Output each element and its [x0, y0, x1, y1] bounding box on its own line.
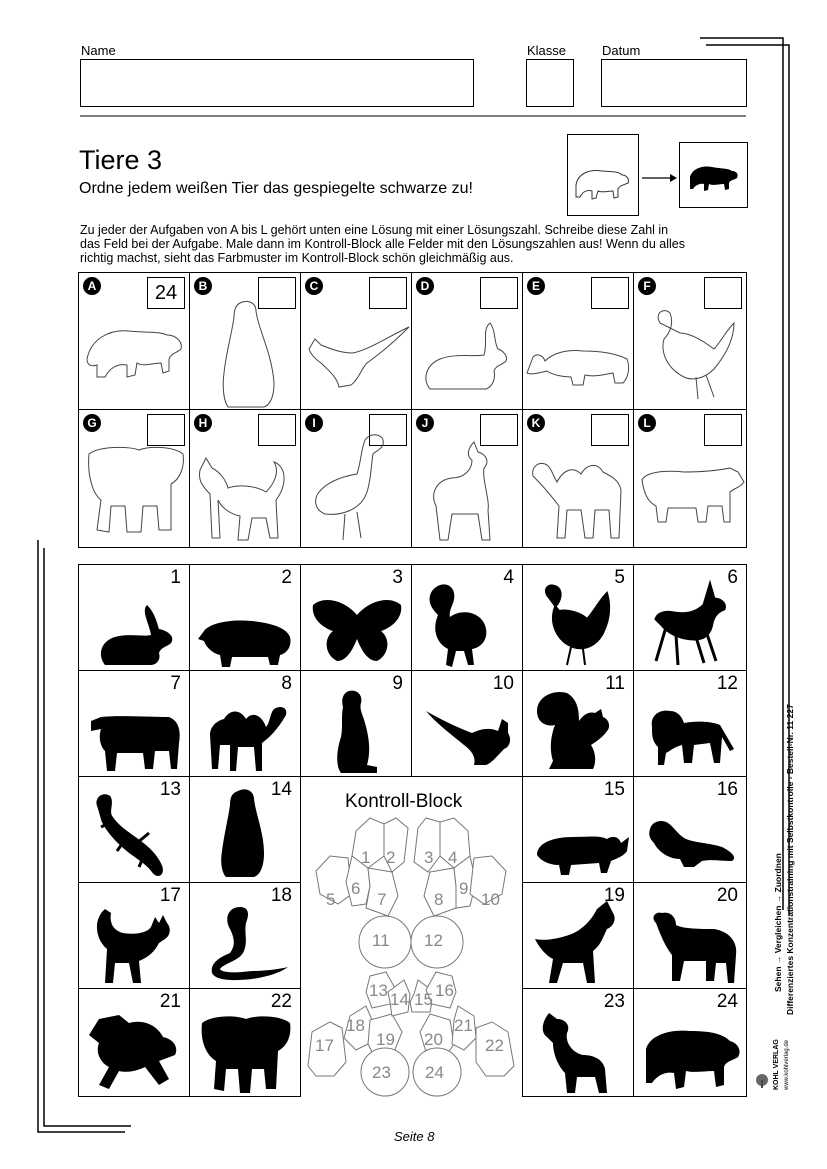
lamb-silhouette-icon — [523, 989, 634, 1097]
solution-cell-1 — [78, 564, 190, 671]
kontroll-field-8[interactable]: 8 — [434, 890, 444, 909]
solution-number: 21 — [159, 991, 181, 1012]
task-letter-d: D — [416, 277, 434, 295]
solution-cell-19 — [522, 882, 634, 989]
rhino-outline-icon — [523, 273, 634, 410]
solution-cell-3 — [300, 564, 412, 671]
solution-cell-8 — [189, 670, 301, 777]
solution-cell-4 — [411, 564, 523, 671]
kontroll-field-16[interactable]: 16 — [435, 981, 454, 1000]
class-label: Klasse — [527, 43, 567, 58]
cow-outline-icon — [634, 410, 747, 548]
task-cell-f — [633, 272, 747, 410]
solution-cell-14 — [189, 776, 301, 883]
solution-cell-5 — [522, 564, 634, 671]
task-cell-a — [78, 272, 190, 410]
task-letter-l: L — [638, 414, 656, 432]
solution-number: 18 — [270, 885, 292, 906]
solution-number: 7 — [170, 673, 181, 694]
name-field[interactable] — [80, 59, 474, 107]
arrow-right-icon — [642, 170, 678, 180]
task-letter-f: F — [638, 277, 656, 295]
penguin-outline-icon — [190, 273, 301, 410]
task-cell-h — [189, 409, 301, 548]
kontroll-field-5[interactable]: 5 — [326, 890, 336, 909]
task-letter-h: H — [194, 414, 212, 432]
kontroll-field-24[interactable]: 24 — [425, 1063, 444, 1082]
camel-outline-icon — [523, 410, 634, 548]
rooster-silhouette-icon — [523, 565, 634, 671]
class-field[interactable] — [526, 59, 574, 107]
solution-cell-21 — [78, 988, 190, 1097]
solution-number: 4 — [503, 567, 514, 588]
lamb-outline-icon — [412, 410, 523, 548]
instructions-line-3: richtig machst, sieht das Farbmuster im Kontroll-Block schön gleichmäßig aus. — [80, 251, 514, 265]
task-cell-j — [411, 409, 523, 548]
solution-number: 5 — [614, 567, 625, 588]
penguin-silhouette-icon — [190, 777, 301, 883]
publisher-name: KOHL VERLAG — [773, 1039, 780, 1090]
task-cell-d — [411, 272, 523, 410]
kontroll-field-18[interactable]: 18 — [346, 1016, 365, 1035]
answer-field-a[interactable]: 24 — [147, 277, 185, 309]
solution-number: 6 — [727, 567, 738, 588]
kontroll-field-2[interactable]: 2 — [386, 848, 396, 867]
solution-number: 24 — [716, 991, 738, 1012]
example-white-animal — [567, 134, 639, 216]
publisher-logo — [752, 1039, 792, 1090]
page-number: Seite 8 — [394, 1129, 435, 1144]
side-series-title: Sehen → Vergleichen → Zuordnen — [773, 853, 783, 992]
solution-number: 15 — [603, 779, 625, 800]
kontroll-field-15[interactable]: 15 — [414, 990, 433, 1009]
butterfly-silhouette-icon — [301, 565, 412, 671]
task-cell-k — [522, 409, 634, 548]
kontroll-field-20[interactable]: 20 — [424, 1030, 443, 1049]
date-field[interactable] — [601, 59, 747, 107]
solution-cell-7 — [78, 670, 190, 777]
kontroll-field-3[interactable]: 3 — [424, 848, 434, 867]
solution-cell-9 — [300, 670, 412, 777]
task-letter-j: J — [416, 414, 434, 432]
task-cell-g — [78, 409, 190, 548]
bear-silhouette-icon — [634, 989, 747, 1097]
task-grid — [78, 272, 747, 548]
kontroll-field-12[interactable]: 12 — [424, 931, 443, 950]
date-label: Datum — [602, 43, 641, 58]
solution-cell-17 — [78, 882, 190, 989]
solution-cell-16 — [633, 776, 747, 883]
kangaroo-outline-icon — [301, 273, 412, 410]
solution-cell-10 — [411, 670, 523, 777]
kontroll-block — [300, 776, 522, 1097]
cat-outline-icon — [190, 410, 301, 548]
kontroll-field-23[interactable]: 23 — [372, 1063, 391, 1082]
solution-cell-15 — [522, 776, 634, 883]
solution-cell-24 — [633, 988, 747, 1097]
deer-silhouette-icon — [634, 565, 747, 671]
kontroll-field-9[interactable]: 9 — [459, 879, 469, 898]
kontroll-field-11[interactable]: 11 — [372, 931, 390, 950]
solution-number: 19 — [603, 885, 625, 906]
pig-silhouette-icon — [190, 565, 301, 671]
rabbit-silhouette-icon — [79, 565, 190, 671]
solution-number: 3 — [392, 567, 403, 588]
solution-number: 11 — [605, 673, 625, 694]
solution-cell-13 — [78, 776, 190, 883]
instructions-line-2: das Feld bei der Aufgabe. Male dann im Kontroll-Block alle Felder mit den Lösungszahlen aus! Wenn du alles — [80, 237, 685, 251]
solution-number: 16 — [716, 779, 738, 800]
solution-number: 17 — [159, 885, 181, 906]
example-black-animal — [679, 142, 748, 208]
task-letter-e: E — [527, 277, 545, 295]
solution-number: 2 — [281, 567, 292, 588]
kontroll-field-7[interactable]: 7 — [377, 890, 387, 909]
lizard-silhouette-icon — [79, 777, 190, 883]
task-cell-c — [300, 272, 412, 410]
solution-cell-6 — [633, 564, 747, 671]
task-cell-l — [633, 409, 747, 548]
side-product-info: Differenziertes Konzentrationstraining mit Selbstkontrolle - Bestell-Nr. 11 227 — [785, 704, 795, 1015]
solution-number: 9 — [392, 673, 403, 694]
rabbit-outline-icon — [412, 273, 523, 410]
name-label: Name — [81, 43, 116, 58]
dodo-silhouette-icon — [412, 565, 523, 671]
kontroll-block-title: Kontroll-Block — [345, 791, 463, 812]
task-letter-g: G — [83, 414, 101, 432]
kontroll-field-17[interactable]: 17 — [315, 1036, 334, 1055]
elephant-silhouette-icon — [190, 989, 301, 1097]
squirrel-silhouette-icon — [523, 671, 634, 777]
kontroll-field-13[interactable]: 13 — [369, 981, 388, 1000]
task-letter-k: K — [527, 414, 545, 432]
wolf-silhouette-icon — [523, 883, 634, 989]
solution-number: 10 — [492, 673, 514, 694]
solution-cell-22 — [189, 988, 301, 1097]
task-cell-b — [189, 272, 301, 410]
task-cell-e — [522, 272, 634, 410]
solution-number: 8 — [281, 673, 292, 694]
bird-outline-icon — [301, 410, 412, 548]
task-letter-i: I — [305, 414, 323, 432]
solution-number: 12 — [716, 673, 738, 694]
page-subtitle: Ordne jedem weißen Tier das gespiegelte schwarze zu! — [79, 180, 473, 197]
horse-silhouette-icon — [634, 883, 747, 989]
kontroll-field-22[interactable]: 22 — [485, 1036, 504, 1055]
solution-number: 1 — [170, 567, 181, 588]
solution-number: 20 — [716, 885, 738, 906]
page-title: Tiere 3 — [79, 145, 163, 175]
prairie-dog-silhouette-icon — [301, 671, 412, 777]
solution-cell-12 — [633, 670, 747, 777]
otter-silhouette-icon — [634, 777, 747, 883]
kangaroo-silhouette-icon — [412, 671, 523, 777]
solution-cell-18 — [189, 882, 301, 989]
solution-number: 22 — [270, 991, 292, 1012]
task-letter-a: A — [83, 277, 101, 295]
solution-cell-20 — [633, 882, 747, 989]
cobra-silhouette-icon — [190, 883, 301, 989]
bear-outline-icon — [79, 273, 190, 410]
solution-cell-23 — [522, 988, 634, 1097]
solution-number: 13 — [159, 779, 181, 800]
rhino-silhouette-icon — [523, 777, 634, 883]
kontroll-field-6[interactable]: 6 — [351, 879, 361, 898]
camel-silhouette-icon — [190, 671, 301, 777]
lion-silhouette-icon — [634, 671, 747, 777]
kontroll-field-1[interactable]: 1 — [361, 848, 371, 867]
task-letter-b: B — [194, 277, 212, 295]
cat-silhouette-icon — [79, 883, 190, 989]
solution-number: 23 — [603, 991, 625, 1012]
task-letter-c: C — [305, 277, 323, 295]
solution-cell-11 — [522, 670, 634, 777]
elephant-outline-icon — [79, 410, 190, 548]
kontroll-field-21[interactable]: 21 — [454, 1016, 473, 1035]
solution-cell-2 — [189, 564, 301, 671]
publisher-url: www.kohlverlag.de — [784, 1039, 790, 1090]
solution-number: 14 — [270, 779, 292, 800]
frog-silhouette-icon — [79, 989, 190, 1097]
task-cell-i — [300, 409, 412, 548]
kontroll-field-19[interactable]: 19 — [376, 1030, 395, 1049]
kontroll-field-4[interactable]: 4 — [448, 848, 458, 867]
kontroll-field-14[interactable]: 14 — [390, 990, 409, 1009]
rooster-outline-icon — [634, 273, 747, 410]
instructions-line-1: Zu jeder der Aufgaben von A bis L gehört unten eine Lösung mit einer Lösungszahl. Schreibe diese Zahl in — [80, 223, 669, 237]
kontroll-field-10[interactable]: 10 — [481, 890, 500, 909]
cow-silhouette-icon — [79, 671, 190, 777]
instructions — [80, 223, 780, 265]
solution-grid — [78, 564, 747, 1097]
